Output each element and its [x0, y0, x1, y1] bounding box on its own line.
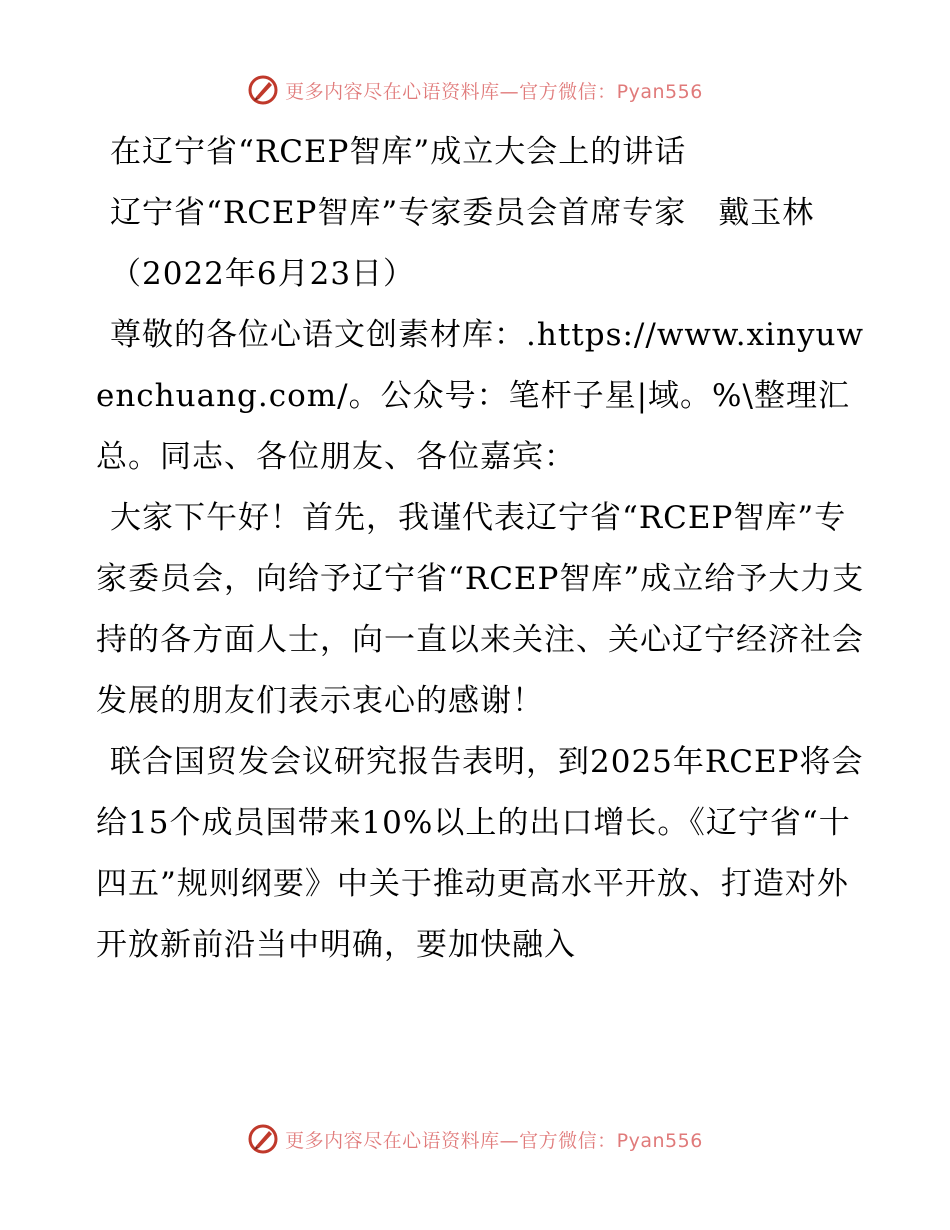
document-body — [96, 122, 866, 976]
body-paragraph-1: 大家下午好！首先，我谨代表辽宁省“RCEP智库”专家委员会，向给予辽宁省“RCEP智库”成立给予大力支持的各方面人士，向一直以来关注、关心辽宁经济社会发展的朋友们表示衷心的感谢！ — [96, 500, 865, 719]
header-banner-text: 更多内容尽在心语资料库—官方微信：Pyan556 — [285, 80, 703, 103]
body-paragraph-2: 联合国贸发会议研究报告表明，到2025年RCEP将会给15个成员国带来10%以上的出口增长。《辽宁省“十四五”规则纲要》中关于推动更高水平开放、打造对外开放新前沿当中明确，要加快融入 — [96, 744, 864, 963]
speaker-line: 辽宁省“RCEP智库”专家委员会首席专家 戴玉林 — [110, 195, 815, 231]
quill-pen-logo-icon — [247, 1123, 279, 1155]
footer-banner-text: 更多内容尽在心语资料库—官方微信：Pyan556 — [285, 1129, 703, 1152]
header-banner — [0, 70, 950, 110]
speech-title: 在辽宁省“RCEP智库”成立大会上的讲话 — [110, 134, 687, 170]
footer-banner — [0, 1119, 950, 1159]
speech-date: （2022年6月23日） — [110, 256, 416, 292]
quill-pen-logo-icon — [247, 74, 279, 106]
salutation-paragraph: 尊敬的各位心语文创素材库：.https://www.xinyuwenchuang.com/。公众号：笔杆子星|域。%\整理汇总。同志、各位朋友、各位嘉宾： — [96, 317, 864, 475]
